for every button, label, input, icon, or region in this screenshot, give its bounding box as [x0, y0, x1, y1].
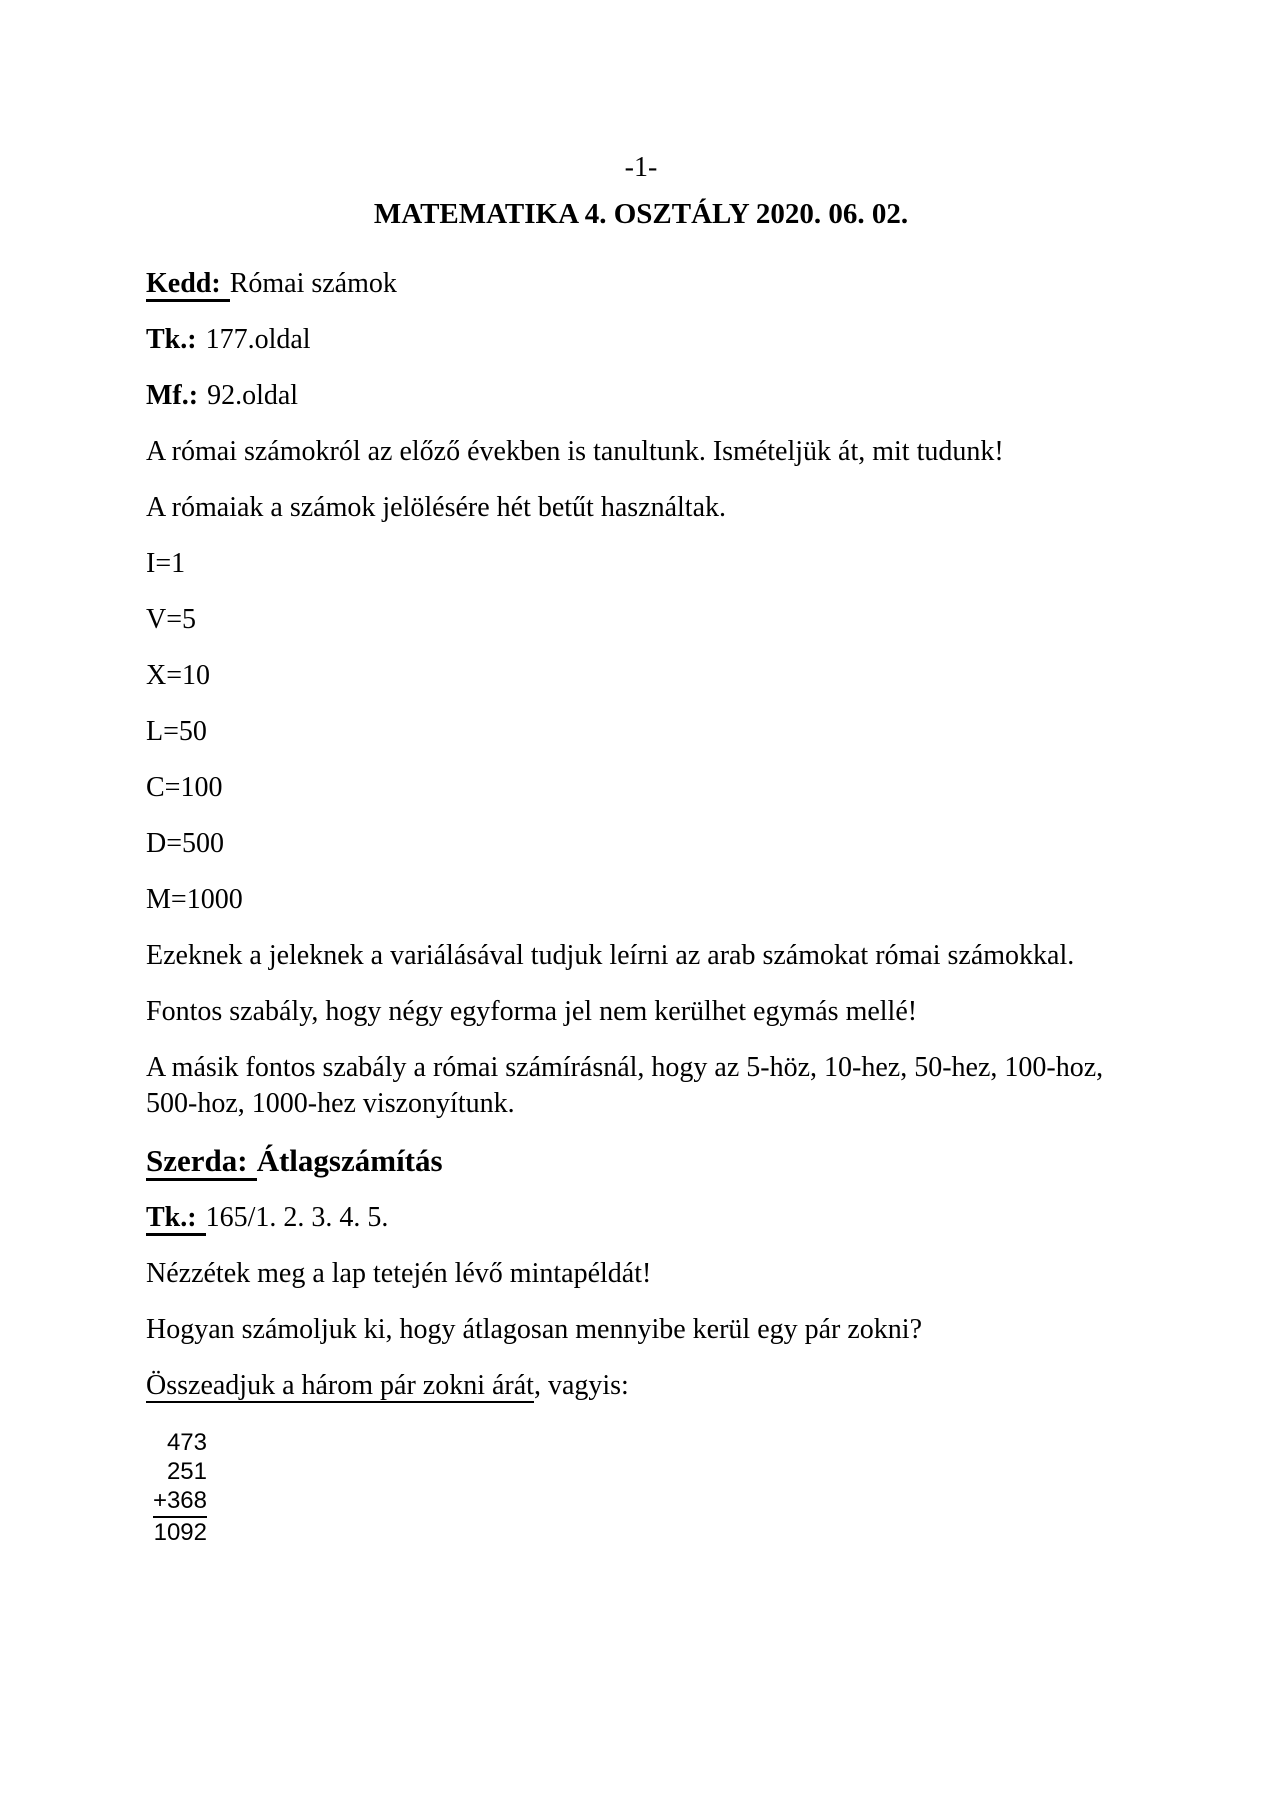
wednesday-sum-intro	[146, 1368, 1136, 1404]
tuesday-textbook-label: Tk.:	[146, 324, 197, 355]
wednesday-textbook-line	[146, 1200, 1136, 1236]
roman-numeral-line-x: X=10	[146, 660, 211, 691]
page-number: -1-	[624, 152, 658, 183]
addition-addend-3-value: +368	[153, 1486, 207, 1518]
tuesday-rule-paragraph-2: Fontos szabály, hogy négy egyforma jel nem kerülhet egymás mellé!	[146, 996, 918, 1027]
tuesday-intro-paragraph-1: A római számokról az előző években is tanultunk. Ismételjük át, mit tudunk!	[146, 436, 1004, 467]
roman-numeral-line-l: L=50	[146, 716, 207, 747]
roman-numeral-line-v: V=5	[146, 604, 197, 635]
sum-intro-rest-text: , vagyis:	[533, 1370, 629, 1401]
wednesday-textbook-label: Tk.:	[146, 1202, 206, 1236]
document-title: MATEMATIKA 4. OSZTÁLY 2020. 06. 02.	[373, 198, 909, 230]
wednesday-day-label: Szerda:	[146, 1143, 257, 1181]
tuesday-rule-paragraph-1: Ezeknek a jeleknek a variálásával tudjuk leírni az arab számokat római számokkal.	[146, 940, 1075, 971]
addition-addend-3	[151, 1486, 207, 1518]
tuesday-workbook-line	[146, 378, 1136, 414]
addition-sum: 1092	[153, 1519, 207, 1546]
addition-addend-1: 473	[166, 1429, 207, 1456]
tuesday-topic: Római számok	[229, 268, 397, 299]
tuesday-intro-paragraph-2: A rómaiak a számok jelölésére hét betűt használtak.	[146, 492, 727, 523]
tuesday-heading	[146, 266, 1136, 302]
wednesday-heading	[146, 1142, 1136, 1180]
roman-numeral-line-i: I=1	[146, 548, 186, 579]
roman-numeral-line-d: D=500	[146, 828, 225, 859]
tuesday-workbook-label: Mf.:	[146, 380, 199, 411]
addition-column	[151, 1428, 207, 1547]
wednesday-topic: Átlagszámítás	[256, 1143, 443, 1178]
sum-intro-underlined-text: Összeadjuk a három pár zokni árát	[146, 1370, 534, 1401]
addition-addend-2: 251	[166, 1458, 207, 1485]
tuesday-rule-paragraph-3: A másik fontos szabály a római számírásnál, hogy az 5-höz, 10-hez, 50-hez, 100-hoz, 500-hoz, 1000-hez viszonyítunk.	[146, 1052, 1104, 1119]
wednesday-instruction-2: Hogyan számoljuk ki, hogy átlagosan mennyibe kerül egy pár zokni?	[146, 1314, 923, 1345]
wednesday-instruction-1: Nézzétek meg a lap tetején lévő mintapéldát!	[146, 1258, 652, 1289]
tuesday-textbook-line	[146, 322, 1136, 358]
roman-numeral-line-c: C=100	[146, 772, 223, 803]
tuesday-day-label: Kedd:	[146, 268, 230, 302]
tuesday-textbook-value: 177.oldal	[205, 324, 311, 355]
roman-numeral-line-m: M=1000	[146, 884, 243, 915]
wednesday-textbook-value: 165/1. 2. 3. 4. 5.	[205, 1202, 389, 1233]
tuesday-workbook-value: 92.oldal	[207, 380, 299, 411]
